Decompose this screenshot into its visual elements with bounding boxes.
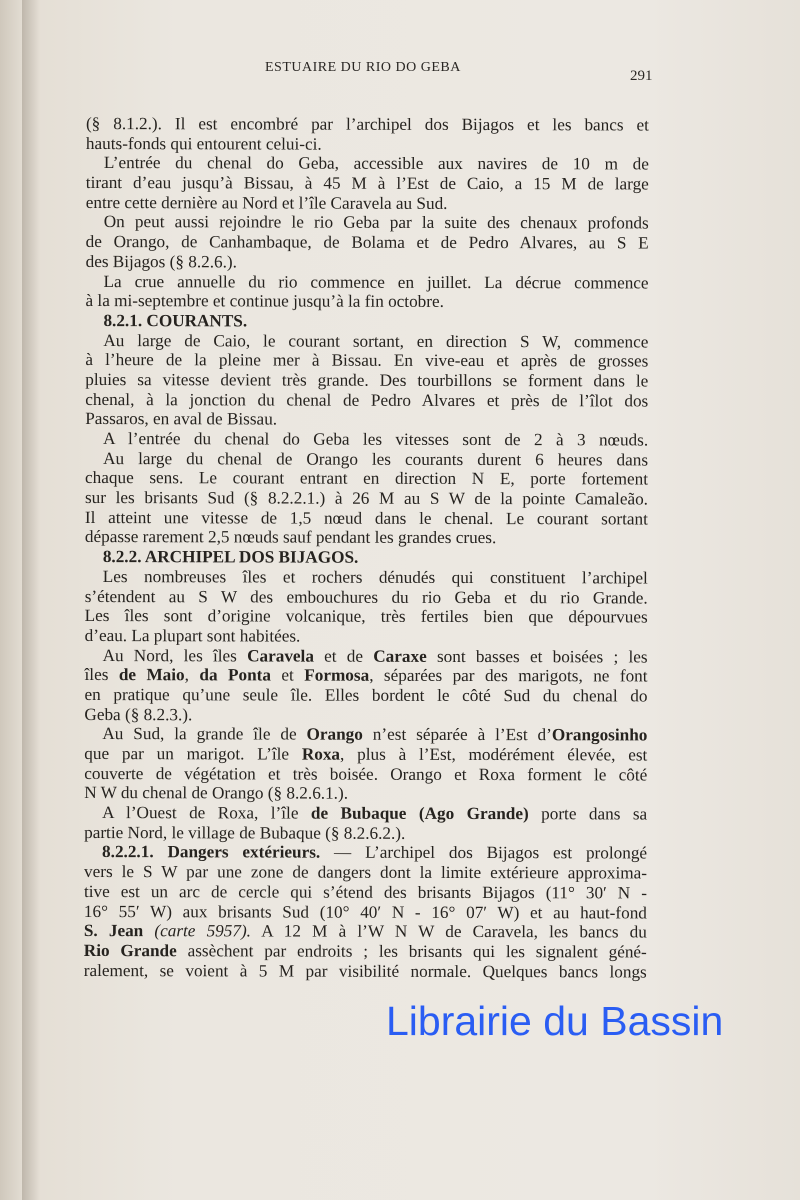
text-line [85,468,648,489]
text-line [84,685,647,706]
paragraph [84,646,647,726]
text-line [86,252,649,273]
text-run: d’eau. La plupart sont habitées. [84,625,301,646]
text-line [86,173,649,194]
text-run: Les îles sont d’origine volcanique, très fertiles bien que dépourvues [84,606,648,627]
text-line [85,606,648,627]
paragraph [85,331,648,431]
text-run: A 12 M à l’W N W de Caravela, les bancs du [250,921,647,942]
text-run: porte dans sa [528,804,648,824]
text-run: à l’heure de la pleine mer à Bissau. En vive-eau et après de grosses [85,350,649,371]
text-run: s’étendent au S W des embouchures du rio Geba et du rio Grande. [84,586,648,607]
text-run: îles [84,665,119,685]
body-text [84,114,649,982]
text-run: et de [313,646,374,666]
text-line [85,350,648,371]
text-run: Au large du chenal de Orango les courants durent 6 heures dans [103,448,649,470]
text-run: n’est séparée à l’Est d’ [362,725,552,745]
paragraph [86,153,649,214]
text-run: à la mi-septembre et continue jusqu’à la fin octobre. [85,291,444,312]
text-run: Les nombreuses îles et rochers dénudés qui constituent l’archipel [102,566,648,588]
bold-term: 8.2.2.1. Dangers extérieurs. [102,842,321,863]
text-run: ralement, se voient à 5 M par visibilité normale. Quelques bancs longs [83,960,647,982]
text-run: (§ 8.1.2.). Il est encombré par l’archipel dos Bijagos et les bancs et [85,114,649,135]
text-run: chenal, à la jonction du chenal de Pedro Alvares et près de l’îlot dos [85,389,649,411]
text-run: sur les brisants Sud (§ 8.2.2.1.) à 26 M au S W de la pointe Camaleão. [84,488,649,509]
bold-term: da Ponta [199,665,272,685]
text-line [85,665,648,686]
text-run: Au Nord, les îles [102,645,248,665]
text-line [85,390,648,411]
text-run: dépasse rarement 2,5 nœuds sauf pendant les grandes crues. [84,527,497,548]
text-line [85,370,648,391]
text-run: 8.2.2. ARCHIPEL DOS BIJAGOS. [102,547,359,567]
text-line [85,567,648,588]
text-run: — L’archipel dos Bijagos est prolongé [320,843,648,863]
text-line [84,744,647,765]
text-run: L’entrée du chenal do Geba, accessible aux navires de 10 m de [103,153,649,174]
text-run: 8.2.1. COURANTS. [103,310,248,331]
text-line [84,724,647,745]
text-line [84,783,647,804]
text-line [85,311,648,332]
text-line [84,862,647,883]
section-heading [85,547,648,568]
paragraph [84,724,647,804]
bold-term: Caraxe [373,646,427,666]
text-line [86,193,649,214]
paragraph [86,212,649,273]
text-run: et [270,665,305,685]
bold-term: de Maio [118,665,185,685]
text-line [85,449,648,470]
watermark: Librairie du Bassin [386,998,724,1044]
text-line [85,331,648,352]
paragraph [85,429,648,450]
text-run: pluies sa vitesse devient très grande. Des tourbillons se forment dans le [85,369,649,391]
bold-term: de Bubaque (Ago Grande) [310,803,529,824]
text-run [143,921,154,940]
text-line [85,508,648,529]
text-run: que par un marigot. L’île [84,743,302,764]
text-run: vers le S W par une zone de dangers dont la limite extérieure approxima- [83,862,648,883]
text-run: 16° 55′ W) aux brisants Sud (10° 40′ N - 16° 07′ W) et au haut-fond [83,901,647,922]
text-line [84,961,647,982]
bold-term: Orangosinho [551,725,648,745]
text-run: Geba (§ 8.2.3.). [84,704,193,724]
section-heading [85,311,648,332]
running-head: ESTUAIRE DU RIO DO GEBA [265,60,461,75]
text-line [86,114,649,135]
text-run: hauts-fonds qui entourent celui-ci. [85,133,322,154]
text-line [84,941,647,962]
paragraph [85,271,648,312]
text-run: entre cette dernière au Nord et l’île Caravela au Sud. [85,192,448,213]
text-line [84,705,647,726]
previous-page-edge [0,0,23,1200]
text-run: Il atteint une vitesse de 1,5 nœud dans le chenal. Le courant sortant [84,507,648,529]
italic-reference: (carte 5957). [154,921,252,941]
paragraph [84,803,647,844]
text-line [85,527,648,548]
bold-term: Formosa [304,665,370,685]
text-run: N W du chenal de Orango (§ 8.2.6.1.). [84,783,349,804]
text-run: partie Nord, le village de Bubaque (§ 8.2.6.2.). [84,822,406,843]
text-run: sont basses et boisées ; les [426,646,648,667]
text-run: des Bijagos (§ 8.2.6.). [85,251,237,272]
text-run: Passaros, en aval de Bissau. [85,409,278,429]
bold-term: S. Jean [83,921,144,941]
text-line [84,842,647,863]
paragraph [86,114,649,155]
page-number: 291 [630,68,653,84]
text-line [85,626,648,647]
text-line [84,803,647,824]
text-run: Au large de Caio, le courant sortant, en direction S W, commence [103,330,649,352]
text-line [84,882,647,903]
text-line [84,901,647,922]
text-run: , plus à l’Est, modérément élevée, est [340,744,648,765]
text-line [85,586,648,607]
paragraph [85,567,648,647]
text-run: La crue annuelle du rio commence en juillet. La décrue commence [103,271,649,292]
bold-term: Roxa [301,744,341,764]
text-run: tirant d’eau jusqu’à Bissau, à 45 M à l’Est de Caio, a 15 M de large [85,173,649,194]
text-line [84,823,647,844]
text-run: A l’entrée du chenal do Geba les vitesses sont de 2 à 3 nœuds. [103,429,649,450]
text-run: A l’Ouest de Roxa, l’île [102,803,311,823]
text-line [85,409,648,430]
paragraph [84,842,647,981]
text-run: chaque sens. Le courant entrant en direction N E, porte fortement [85,468,649,489]
bold-term: Caravela [247,645,314,666]
text-run: , séparées par des marigots, ne font [369,665,648,686]
text-line [84,921,647,942]
text-line [86,134,649,155]
gutter-shadow [22,0,40,1200]
text-line [85,429,648,450]
text-line [85,291,648,312]
text-run: assèchent par endroits ; les brisants qui les signalent géné- [176,941,647,962]
text-line [86,212,649,233]
text-run: Au Sud, la grande île de [102,724,307,744]
text-run: couverte de végétation et très boisée. Orango et Roxa forment le côté [84,763,648,785]
paragraph [85,449,648,549]
text-line [86,271,649,292]
text-line [86,232,649,253]
text-line [85,488,648,509]
text-line [85,547,648,568]
text-run: de Orango, de Canhambaque, de Bolama et de Pedro Alvares, au S E [85,232,649,253]
text-run: On peut aussi rejoindre le rio Geba par la suite des chenaux profonds [103,212,649,233]
bold-term: Orango [306,724,363,745]
text-run: en pratique qu’une seule île. Elles bordent le côté Sud du chenal do [84,684,648,706]
text-run: tive est un arc de cercle qui s’étend des brisants Bijagos (11° 30′ N - [83,881,647,903]
text-line [84,764,647,785]
bold-term: Rio Grande [83,940,177,961]
text-line [85,646,648,667]
text-line [86,153,649,174]
text-run: , [184,665,200,685]
